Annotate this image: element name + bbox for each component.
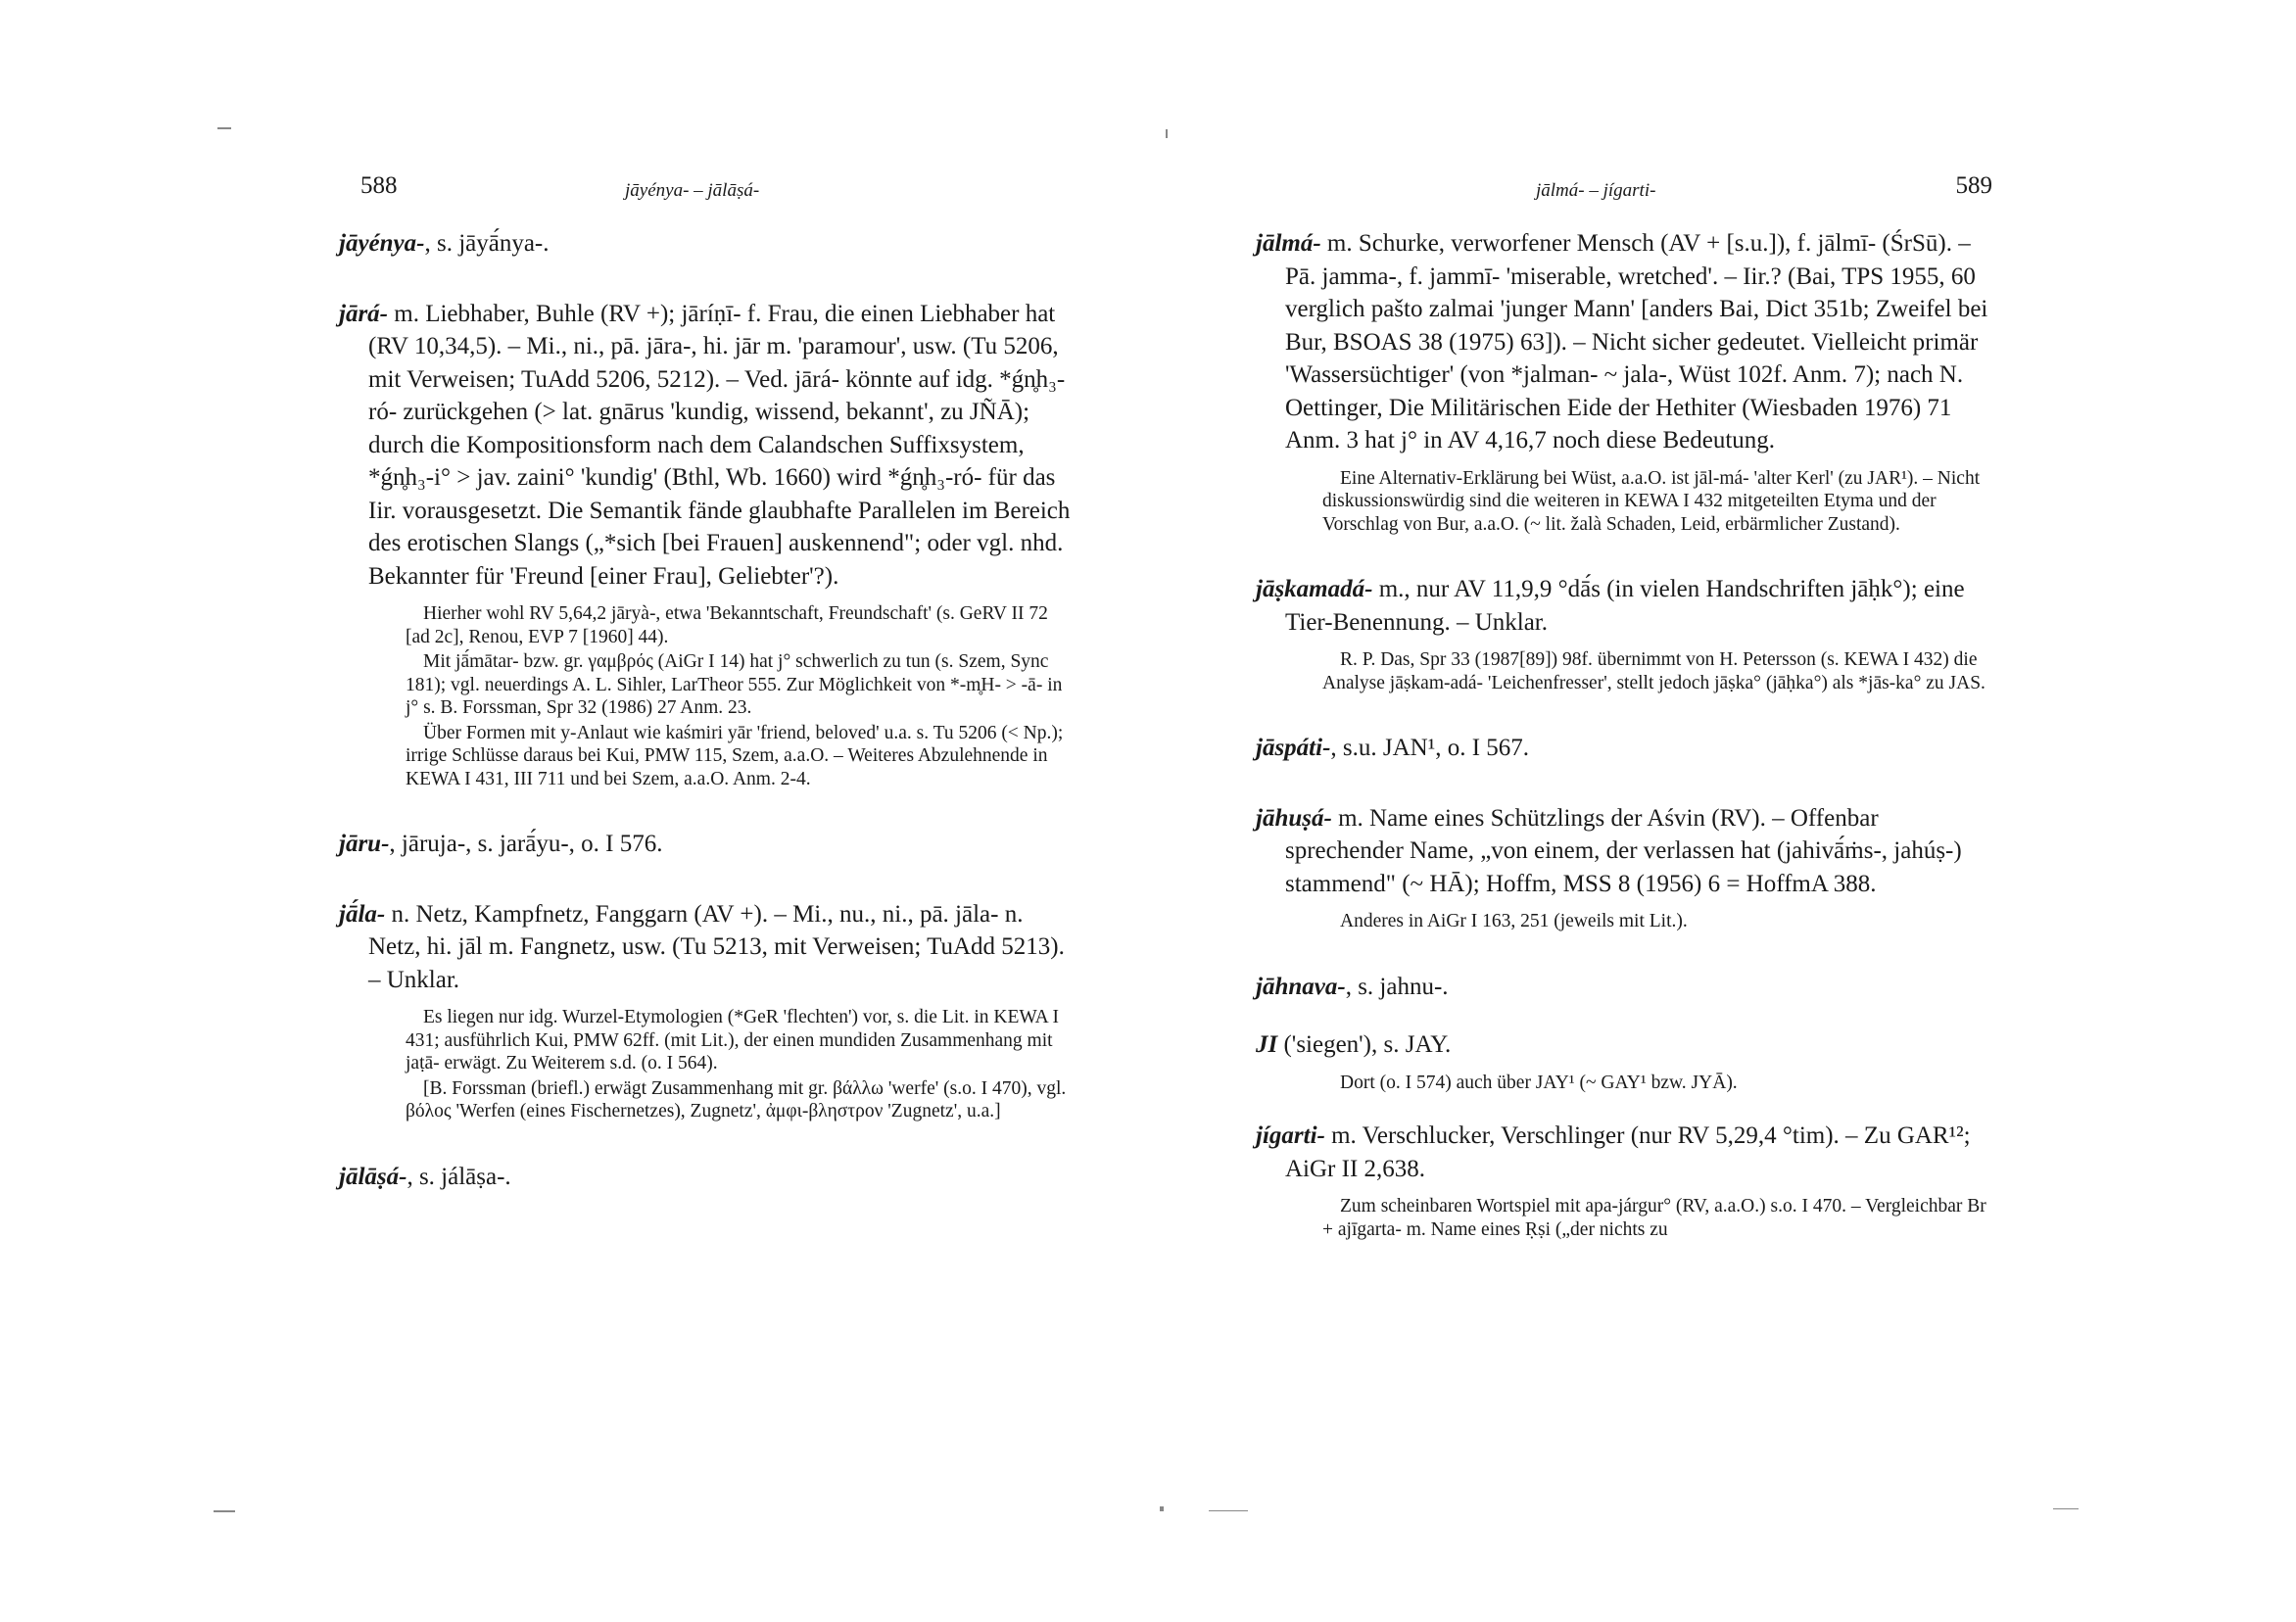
entry-text: , s. jahnu-. [1345,973,1449,1000]
entry-headword: JI [1256,1031,1278,1058]
entry-note: Dort (o. I 574) auch über JAY¹ (~ GAY¹ bzw. JYĀ). [1340,1072,1738,1093]
entry [1256,971,1992,1004]
entry-note: Eine Alternativ-Erklärung bei Wüst, a.a.O. ist jāl-má- 'alter Kerl' (zu JAR¹). – Nicht diskussionswürdig sind die weiteren in KEWA I 432 mitgeteilten Etyma und der Vorschlag von Bur, a.a.O. (~ lit. žalà Schaden, Leid, erbärmlicher Zustand). [1322,467,1981,535]
entry-text: m. Schurke, verworfener Mensch (AV + [s.u.]), f. jālmī- (ŚrSū). – Pā. jamma-, f. jammī- 'miserable, wretched'. – Iir.? (Bai, TPS 1955, 60 verglich pašto zalmai 'junger Mann' [anders Bai, Dict 351b; Zweifel bei Bur, BSOAS 38 (1975) 63]). – Nicht sicher gedeutet. Vielleicht primär 'Wassersüchtiger' (von *jalman- ~ jala-, Wüst 102f. Anm. 7); nach N. Oettinger, Die Militärischen Eide der Hethiter (Wiesbaden 1976) 71 Anm. 3 hat j° in AV 4,16,7 noch diese Bedeutung. [1285,230,1988,453]
right-page-number: 589 [1955,172,1992,199]
entry-note: Es liegen nur idg. Wurzel-Etymologien (*GeR 'flechten') vor, s. die Lit. in KEWA I 431; ausführlich Kui, PMW 62ff. (mit Lit.), der einen mundiden Zusammenhang mit jaṭā- erwägt. Zu Weiterem s.d. (o. I 564). [406,1007,1059,1073]
entry [339,298,1074,791]
entry-text: , s.u. JAN¹, o. I 567. [1330,735,1530,761]
entry [1256,573,1992,694]
entry [339,1161,1074,1194]
entry-headword: jālmá- [1256,230,1321,257]
entry-text: m., nur AV 11,9,9 °dā́s (in vielen Handschriften jāḥk°); eine Tier-Benennung. – Unklar. [1285,576,1965,636]
entry-note: [B. Forssman (briefl.) erwägt Zusammenhang mit gr. βάλλω 'werfe' (s.o. I 470), vgl. βόλος 'Werfen (eines Fischernetzes), Zugnetz', ἀμφι-βληστρον 'Zugnetz', u.a.] [406,1077,1067,1121]
entry-headword: jāyénya- [339,230,425,257]
right-running-head [1256,172,1992,212]
entry-headword: jālāṣá- [339,1163,407,1190]
right-entries [1256,227,1992,1278]
entry [339,898,1074,1123]
scan-speck [214,1510,235,1512]
left-running-headword: jāyénya- – jālāṣá- [625,180,760,201]
entry-text: , s. jálāṣa-. [407,1163,511,1190]
entry-note: Mit jā́mātar- bzw. gr. γαμβρός (AiGr I 14) hat j° schwerlich zu tun (s. Szem, Sync 181); vgl. neuerdings A. L. Sihler, LarTheor 555. Zur Möglichkeit von *-m̥H- > -ā- in j° s. B. Forssman, Spr 32 (1986) 27 Anm. 23. [406,651,1063,718]
scan-speck [217,127,231,129]
entry-headword: jāru- [339,831,390,857]
entry-headword: jígarti- [1256,1122,1325,1149]
entry-text: m. Name eines Schützlings der Aśvin (RV). – Offenbar sprechender Name, „von einem, der verlassen hat (jahivā́ṁs-, jahúṣ-) stammend" (~ HĀ); Hoffm, MSS 8 (1956) 6 = HoffmA 388. [1285,804,1962,897]
entry [339,227,1074,261]
entry [339,828,1074,861]
entry-note: Über Formen mit y-Anlaut wie kaśmiri yār 'friend, beloved' u.a. s. Tu 5206 (< Np.); irrige Schlüsse daraus bei Kui, PMW 115, Szem, a.a.O. – Weiteres Abzulehnende in KEWA I 431, III 711 und bei Szem, a.a.O. Anm. 2-4. [406,722,1064,789]
entry-text: n. Netz, Kampfnetz, Fanggarn (AV +). – Mi., nu., ni., pā. jāla- n. Netz, hi. jāl m. Fangnetz, usw. (Tu 5213, mit Verweisen; TuAdd 5213). – Unklar. [368,900,1065,993]
entry-note: Zum scheinbaren Wortspiel mit apa-járgur° (RV, a.a.O.) s.o. I 470. – Vergleichbar Br + ajīgarta- m. Name eines Ṛṣi („der nichts zu [1322,1196,1986,1240]
entry-text: ('siegen'), s. JAY. [1277,1031,1452,1058]
entry [1256,732,1992,765]
entry-note: Hierher wohl RV 5,64,2 jāryà-, etwa 'Bekanntschaft, Freundschaft' (s. GeRV II 72 [ad 2c], Renou, EVP 7 [1960] 44). [406,603,1048,647]
left-running-head [333,172,1068,212]
entry-note: R. P. Das, Spr 33 (1987[89]) 98f. übernimmt von H. Petersson (s. KEWA I 432) die Analyse jāṣkam-adá- 'Leichenfresser', stellt jedoch jāṣka° (jāḥka°) als *jās-ka° zu JAS. [1322,649,1985,693]
scan-speck [2053,1508,2079,1509]
entry-note: Anderes in AiGr I 163, 251 (jeweils mit Lit.). [1340,911,1688,931]
entry [1256,1120,1992,1241]
entry-headword: jāhnava- [1256,973,1346,1000]
entry-headword: jāhuṣá- [1256,804,1332,832]
scan-speck [1160,1506,1164,1511]
entry-text: , s. jāyā́nya-. [424,230,550,257]
entry-text: , jāruja-, s. jarā́yu-, o. I 576. [389,831,663,857]
right-running-headword: jālmá- – jígarti- [1536,180,1656,201]
entry-headword: jāṣkamadá- [1256,576,1373,602]
left-page-number: 588 [360,172,398,199]
entry-text: m. Verschlucker, Verschlinger (nur RV 5,29,4 °tim). – Zu GAR¹²; AiGr II 2,638. [1285,1122,1971,1182]
left-entries [339,227,1074,1230]
entry [1256,802,1992,933]
entry-headword: jāspáti- [1256,735,1331,761]
entry-headword: jārá- [339,300,388,327]
entry [1256,1028,1992,1094]
entry [1256,227,1992,536]
entry-text: m. Liebhaber, Buhle (RV +); jāríṇī- f. Frau, die einen Liebhaber hat (RV 10,34,5). – Mi., ni., pā. jāra-, hi. jār m. 'paramour', usw. (Tu 5206, mit Verweisen; TuAdd 5206, 5212). – Ved. jārá- könnte auf idg. *ǵn̥h₃-ró- zurückgehen (> lat. gnārus 'kundig, wissend, bekannt', zu JÑĀ); durch die Kompositionsform nach dem Calandschen Suffixsystem, *ǵn̥h₃-i° > jav. zaini° 'kundig' (Bthl, Wb. 1660) wird *ǵn̥h₃-ró- für das Iir. vorausgesetzt. Die Semantik fände glaubhafte Parallelen im Bereich des erotischen Slangs („*sich [bei Frauen] auskennend"; oder vgl. nhd. Bekannter für 'Freund [einer Frau], Geliebter'?). [368,300,1071,590]
scan-speck [1166,129,1168,138]
entry-headword: jā́la- [339,900,386,928]
scan-speck [1209,1510,1248,1511]
